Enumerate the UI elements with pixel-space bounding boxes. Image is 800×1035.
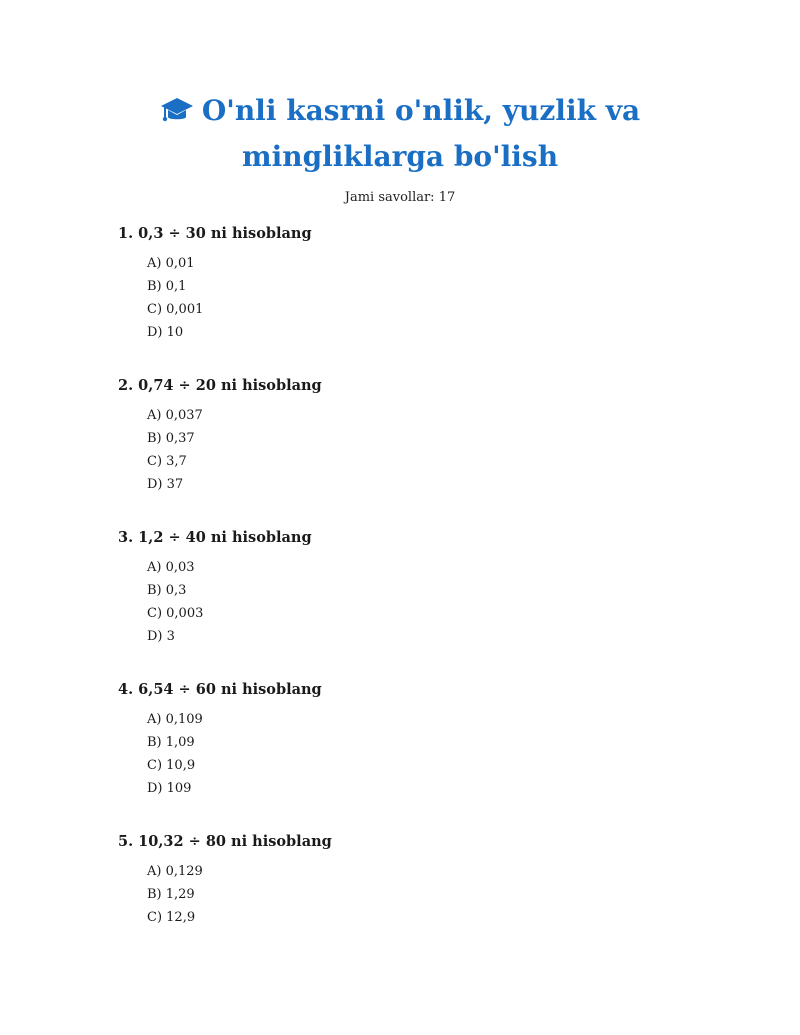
- answer-option: D) 10: [147, 325, 184, 340]
- answer-option: B) 0,1: [147, 279, 187, 294]
- answer-option: D) 3: [147, 629, 175, 644]
- question-block: [118, 832, 718, 984]
- answer-option: C) 0,003: [147, 606, 204, 621]
- graduation-cap-icon: [160, 94, 194, 136]
- answer-option: A) 0,01: [147, 256, 195, 271]
- question-text: 5. 10,32 ÷ 80 ni hisoblang: [118, 833, 332, 850]
- question-list: [118, 224, 718, 984]
- answer-option: C) 0,001: [147, 302, 204, 317]
- question-block: [118, 680, 718, 832]
- question-text: 1. 0,3 ÷ 30 ni hisoblang: [118, 225, 312, 242]
- answer-option: A) 0,109: [147, 712, 203, 727]
- question-text: 2. 0,74 ÷ 20 ni hisoblang: [118, 377, 322, 394]
- answer-option: C) 12,9: [147, 910, 196, 925]
- answer-option: D) 109: [147, 781, 192, 796]
- answer-options: [118, 404, 718, 496]
- answer-option: C) 3,7: [147, 454, 187, 469]
- answer-options: [118, 556, 718, 648]
- question-block: [118, 528, 718, 680]
- question-count: Jami savollar: 17: [344, 190, 456, 205]
- answer-option: A) 0,03: [147, 560, 195, 575]
- page-title: [100, 90, 700, 178]
- answer-option: B) 0,37: [147, 431, 195, 446]
- answer-option: B) 1,29: [147, 887, 195, 902]
- answer-options: [118, 708, 718, 800]
- answer-option: C) 10,9: [147, 758, 196, 773]
- answer-option: B) 0,3: [147, 583, 187, 598]
- answer-options: [118, 860, 718, 929]
- answer-option: A) 0,129: [147, 864, 203, 879]
- page-title-text: O'nli kasrni o'nlik, yuzlik va mingliklarga bo'lish: [201, 94, 641, 173]
- question-text: 3. 1,2 ÷ 40 ni hisoblang: [118, 529, 312, 546]
- answer-option: B) 1,09: [147, 735, 195, 750]
- answer-option: D) 37: [147, 477, 184, 492]
- question-block: [118, 376, 718, 528]
- question-text: 4. 6,54 ÷ 60 ni hisoblang: [118, 681, 322, 698]
- answer-option: A) 0,037: [147, 408, 203, 423]
- question-block: [118, 224, 718, 376]
- answer-options: [118, 252, 718, 344]
